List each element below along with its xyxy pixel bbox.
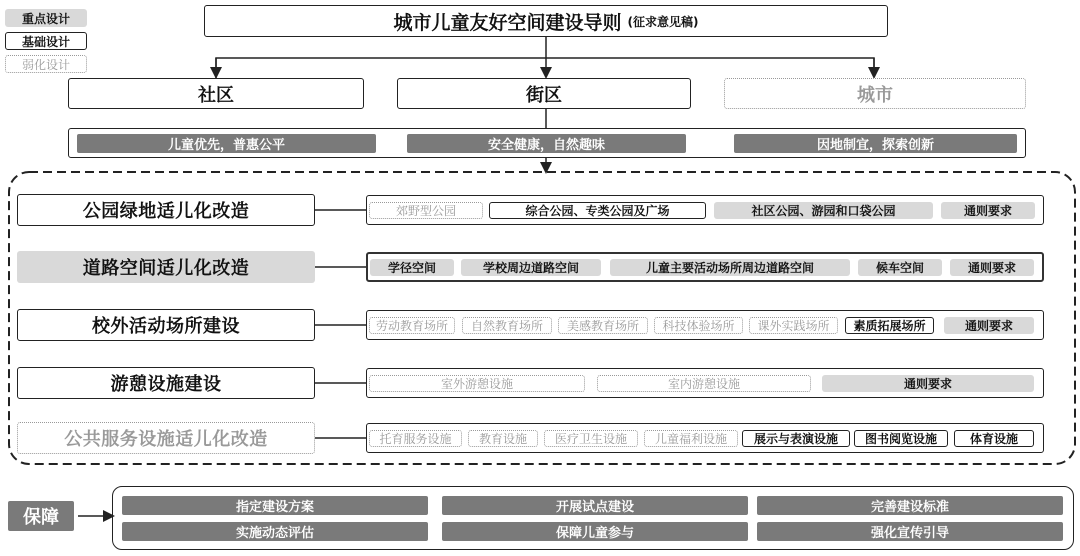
legend-key-focus: 重点设计 [5,9,87,27]
title-subtitle: (征求意见稿) [627,14,699,29]
level-jiequ: 街区 [397,78,691,109]
guarantee-item-3: 完善建设标准 [757,496,1063,515]
legend-key-basic: 基础设计 [5,32,87,50]
guarantee-item-5: 保障儿童参与 [442,522,748,541]
title-text: 城市儿童友好空间建设导则 [393,11,622,34]
cat4-item-2: 室内游憩设施 [597,375,811,392]
cat5-item-6: 图书阅览设施 [854,430,948,447]
category-2-title: 道路空间适儿化改造 [17,251,315,283]
guarantee-item-2: 开展试点建设 [442,496,748,515]
cat5-item-1: 托育服务设施 [369,430,462,447]
cat2-item-1: 学径空间 [370,259,454,276]
cat3-item-5: 课外实践场所 [749,317,838,334]
cat1-item-3: 社区公园、游园和口袋公园 [714,202,933,219]
cat2-item-5: 通则要求 [950,259,1034,276]
cat5-item-2: 教育设施 [468,430,538,447]
cat4-item-1: 室外游憩设施 [369,375,585,392]
category-4-title: 游憩设施建设 [17,367,315,399]
guarantee-item-4: 实施动态评估 [122,522,428,541]
cat3-item-2: 自然教育场所 [462,317,552,334]
legend-key-weak: 弱化设计 [5,55,87,73]
principle-3: 因地制宜，探索创新 [734,134,1017,153]
category-1-title: 公园绿地适儿化改造 [17,194,315,226]
cat5-item-5: 展示与表演设施 [742,430,850,447]
cat1-item-2: 综合公园、专类公园及广场 [489,202,706,219]
principle-2: 安全健康，自然趣味 [407,134,686,153]
guarantee-label: 保障 [8,501,74,531]
cat3-item-7: 通则要求 [944,317,1034,334]
cat5-item-3: 医疗卫生设施 [544,430,638,447]
category-3-title: 校外活动场所建设 [17,309,315,341]
cat1-item-1: 郊野型公园 [369,202,483,219]
guarantee-item-6: 强化宣传引导 [757,522,1063,541]
cat3-item-6: 素质拓展场所 [845,317,934,334]
cat4-item-3: 通则要求 [822,375,1034,392]
cat2-item-4: 候车空间 [858,259,942,276]
cat1-item-4: 通则要求 [941,202,1035,219]
cat3-item-4: 科技体验场所 [654,317,743,334]
cat2-item-3: 儿童主要活动场所周边道路空间 [610,259,850,276]
branch-line [216,58,874,78]
principle-1: 儿童优先，普惠公平 [77,134,376,153]
level-chengshi: 城市 [724,78,1026,109]
cat5-item-4: 儿童福利设施 [644,430,738,447]
cat3-item-3: 美感教育场所 [558,317,648,334]
cat3-item-1: 劳动教育场所 [369,317,455,334]
cat2-item-2: 学校周边道路空间 [461,259,601,276]
category-5-title: 公共服务设施适儿化改造 [17,422,315,454]
page-title [204,5,888,37]
guarantee-item-1: 指定建设方案 [122,496,428,515]
cat5-item-7: 体育设施 [954,430,1034,447]
level-shequ: 社区 [68,78,364,109]
